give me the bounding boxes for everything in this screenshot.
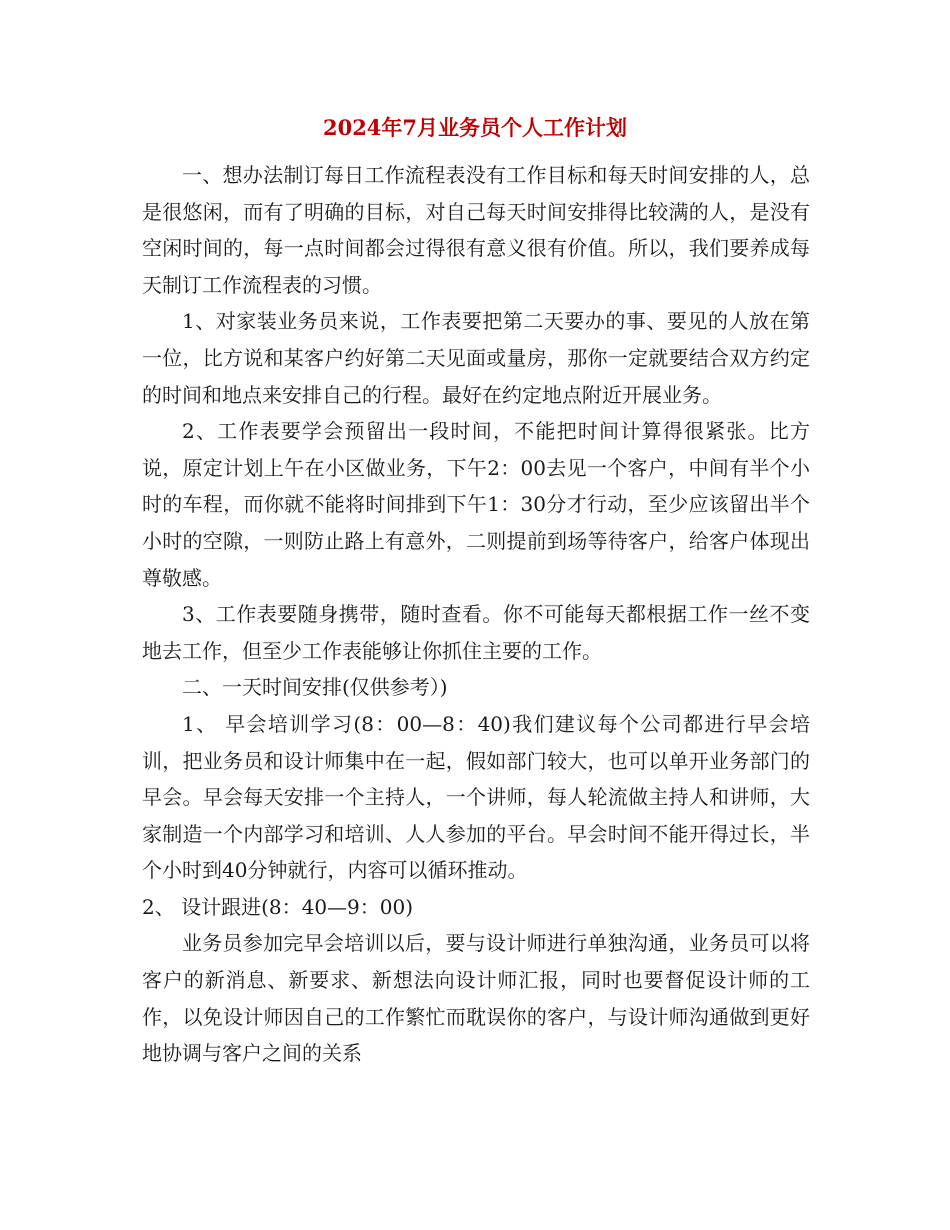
paragraph-item-1: 1、对家装业务员来说，工作表要把第二天要办的事、要见的人放在第一位，比方说和某客户约好第二天见面或量房，那你一定就要结合双方约定的时间和地点来安排自己的行程。最好在约定地点附近开展业务。 — [142, 309, 810, 407]
paragraph-morning-meeting: 1、 早会培训学习(8：00—8：40)我们建议每个公司都进行早会培训，把业务员和设计师集中在一起，假如部门较大，也可以单开业务部门的早会。早会每天安排一个主持人，一个讲师，每人轮流做主持人和讲师，大家制造一个内部学习和培训、人人参加的平台。早会时间不能开得过长，半个小时到40分钟就行，内容可以循环推动。 — [142, 711, 810, 883]
paragraph-item-2: 2、工作表要学会预留出一段时间，不能把时间计算得很紧张。比方说，原定计划上午在小区做业务，下午2：00去见一个客户，中间有半个小时的车程，而你就不能将时间排到下午1：30分才行动，至少应该留出半个小时的空隙，一则防止路上有意外，二则提前到场等待客户，给客户体现出尊敬感。 — [142, 419, 810, 590]
document-title: 2024年7月业务员个人工作计划 — [322, 115, 628, 140]
paragraph-section-one: 一、想办法制订每日工作流程表没有工作目标和每天时间安排的人，总是很悠闲，而有了明确的目标，对自己每天时间安排得比较满的人，是没有空闲时间的，每一点时间都会过得很有意义很有价值。所以，我们要养成每天制订工作流程表的习惯。 — [142, 163, 810, 297]
paragraph-section-two: 二、一天时间安排(仅供参考）) — [182, 675, 448, 700]
paragraph-design-followup-heading: 2、 设计跟进(8：40—9：00) — [142, 894, 414, 919]
document-body — [142, 157, 810, 1072]
paragraph-item-3: 3、工作表要随身携带，随时查看。你不可能每天都根据工作一丝不变地去工作，但至少工作表能够让你抓住主要的工作。 — [142, 602, 810, 663]
paragraph-design-followup: 业务员参加完早会培训以后，要与设计师进行单独沟通，业务员可以将客户的新消息、新要求、新想法向设计师汇报，同时也要督促设计师的工作，以免设计师因自己的工作繁忙而耽误你的客户，与设计师沟通做到更好地协调与客户之间的关系 — [142, 931, 810, 1066]
